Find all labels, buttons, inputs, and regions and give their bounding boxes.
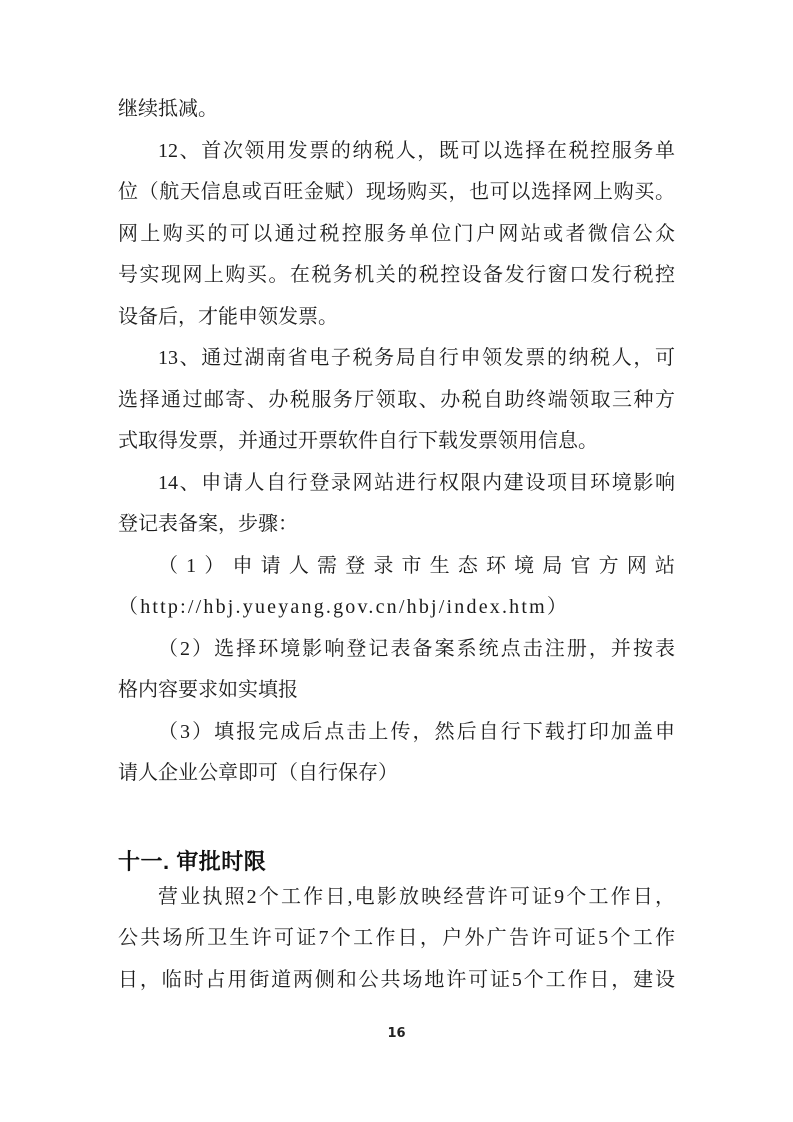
text-line: （1）申请人需登录市生态环境局官方网站 <box>158 554 675 577</box>
text-line: 公共场所卫生许可证7个工作日，户外广告许可证5个工作 <box>118 927 675 949</box>
page-number: 16 <box>387 1026 406 1041</box>
text-line: （2）选择环境影响登记表备案系统点击注册，并按表 <box>158 637 675 660</box>
text-line: （3）填报完成后点击上传，然后自行下载打印加盖申 <box>158 720 675 743</box>
text-line: 设备后，才能申领发票。 <box>118 305 338 328</box>
text-line: 网上购买的可以通过税控服务单位门户网站或者微信公众 <box>118 222 675 245</box>
text-line: 式取得发票，并通过开票软件自行下载发票领用信息。 <box>118 430 598 452</box>
text-line: 格内容要求如实填报 <box>118 679 298 701</box>
text-line: 日，临时占用街道两侧和公共场地许可证5个工作日，建设 <box>118 968 675 991</box>
text-line: 请人企业公章即可（自行保存） <box>118 762 398 784</box>
text-line: 14、申请人自行登录网站进行权限内建设项目环境影响 <box>158 471 675 494</box>
text-line: 选择通过邮寄、办税服务厅领取、办税自助终端领取三种方 <box>118 388 675 411</box>
text-line: 号实现网上购买。在税务机关的税控设备发行窗口发行税控 <box>118 264 675 286</box>
text-line: 位（航天信息或百旺金赋）现场购买，也可以选择网上购买。 <box>118 181 675 203</box>
url-text-line: （http://hbj.yueyang.gov.cn/hbj/index.htm） <box>118 596 570 618</box>
text-line: 12、首次领用发票的纳税人，既可以选择在税控服务单 <box>158 139 675 162</box>
text-line: 营业执照2个工作日,电影放映经营许可证9个工作日， <box>158 885 675 908</box>
text-line: 13、通过湖南省电子税务局自行申领发票的纳税人，可 <box>158 347 675 369</box>
text-line: 登记表备案，步骤： <box>118 513 298 535</box>
text-column <box>118 89 675 1001</box>
text-line: 继续抵减。 <box>118 98 218 120</box>
section-heading: 十一. 审批时限 <box>118 848 267 874</box>
